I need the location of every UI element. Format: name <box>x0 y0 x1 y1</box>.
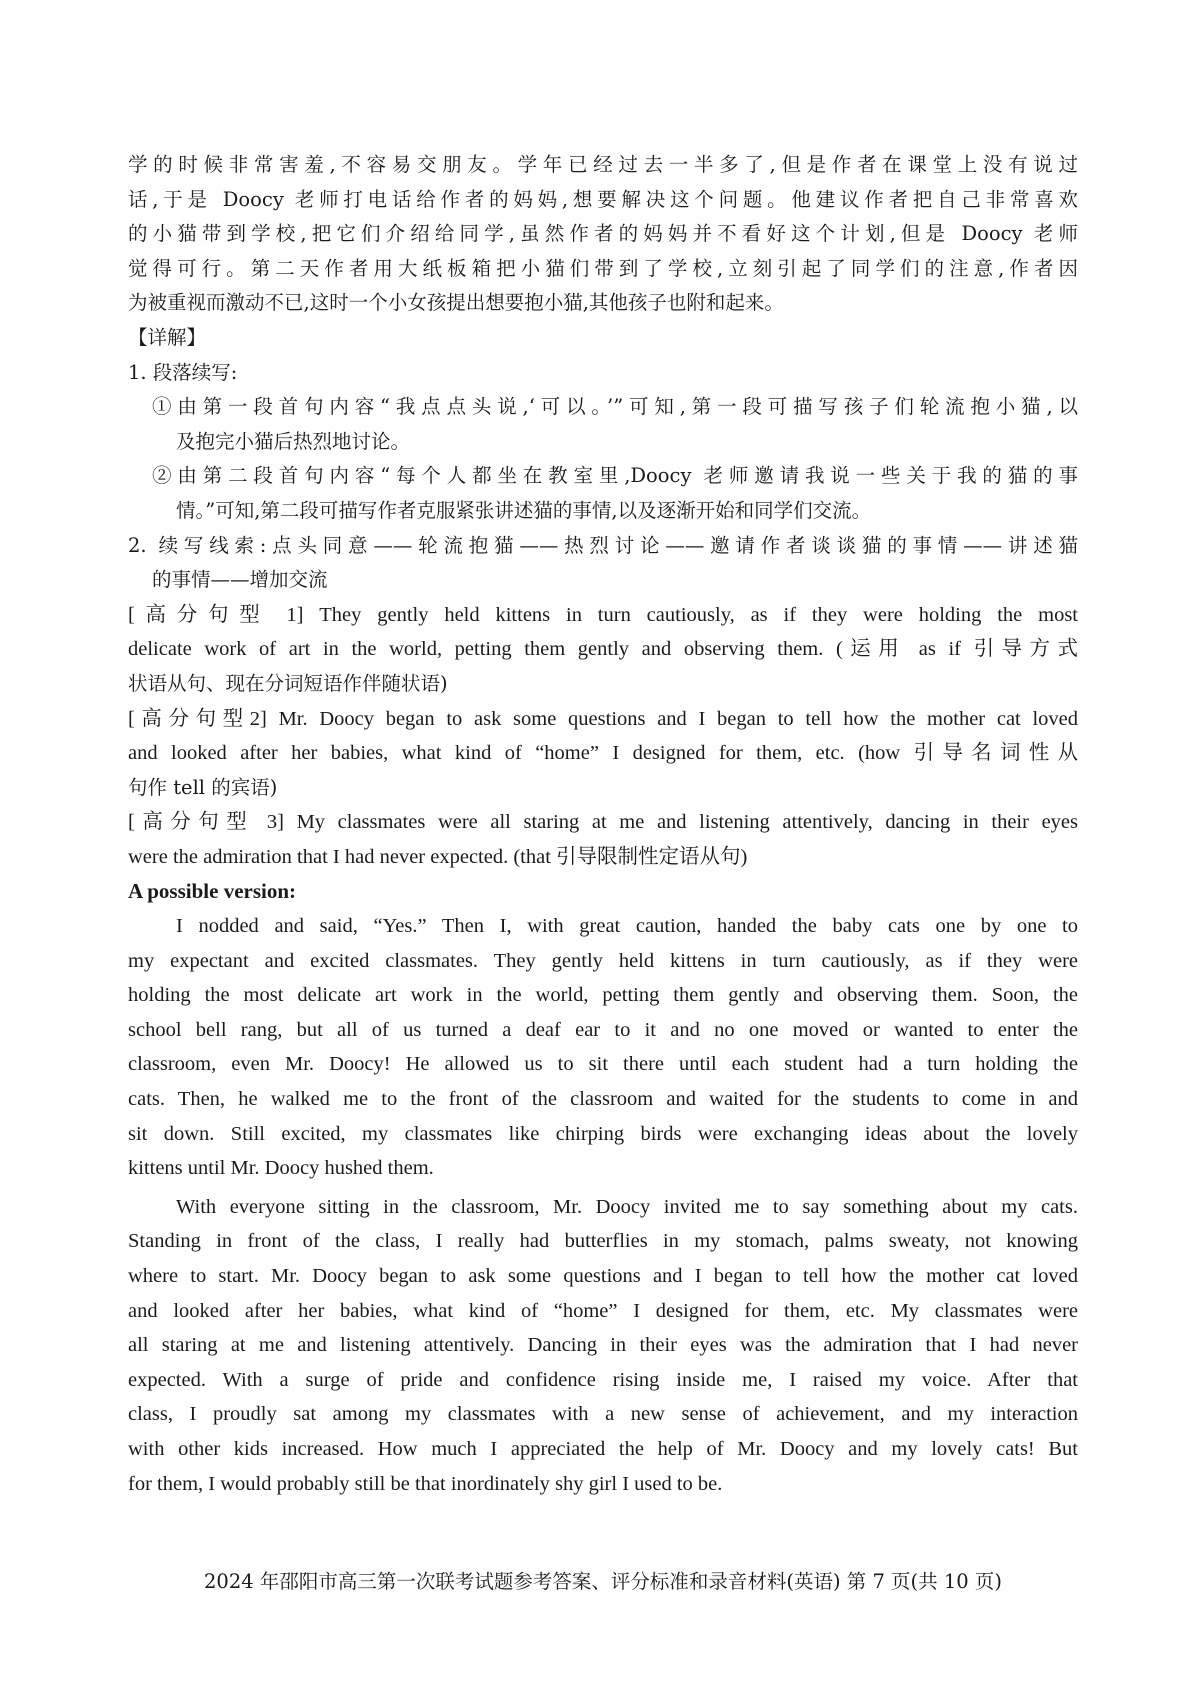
hint-line: 及抱完小猫后热烈地讨论。 <box>176 429 411 453</box>
summary-line: 的小猫带到学校,把它们介绍给同学,虽然作者的妈妈并不看好这个计划,但是 Doocy 老师 <box>128 222 1078 246</box>
version-line: I nodded and said, “Yes.” Then I, with great caution, handed the baby cats one by one to <box>176 915 1078 938</box>
version-line: sit down. Still excited, my classmates like chirping birds were exchanging ideas about the lovely <box>128 1122 1078 1145</box>
section-writing-clues <box>128 529 1078 598</box>
pattern-line: were the admiration that I had never expected. (that 引导限制性定语从句) <box>128 845 748 868</box>
version-line: expected. With a surge of pride and confidence rising inside me, I raised my voice. After that <box>128 1368 1078 1391</box>
version-line: and looked after her babies, what kind of “home” I designed for them, etc. My classmates were <box>128 1299 1078 1322</box>
pattern-line: 状语从句、现在分词短语作伴随状语) <box>128 671 448 695</box>
pattern-line: and looked after her babies, what kind of “home” I designed for them, etc. (how 引导名词性从 <box>128 742 1078 765</box>
pattern-line: 句作 tell 的宾语) <box>128 775 278 799</box>
passage-summary <box>128 148 1078 321</box>
pattern-line: [高分句型2] Mr. Doocy began to ask some questions and I began to tell how the mother cat loved <box>128 707 1078 730</box>
section-title: 1. 段落续写: <box>128 360 238 384</box>
version-line: holding the most delicate art work in the world, petting them gently and observing them. Soon, the <box>128 984 1078 1007</box>
clue-line: 2. 续写线索:点头同意——轮流抱猫——热烈讨论——邀请作者谈谈猫的事情——讲述猫 <box>128 533 1078 557</box>
version-line: Standing in front of the class, I really had butterflies in my stomach, palms sweaty, not knowing <box>128 1230 1078 1253</box>
version-line: With everyone sitting in the classroom, Mr. Doocy invited me to say something about my cats. <box>176 1195 1078 1218</box>
summary-line: 为被重视而激动不已,这时一个小女孩提出想要抱小猫,其他孩子也附和起来。 <box>128 291 784 315</box>
summary-line: 觉得可行。第二天作者用大纸板箱把小猫们带到了学校,立刻引起了同学们的注意,作者因 <box>128 256 1078 280</box>
version-paragraph-2 <box>128 1190 1078 1501</box>
version-line: all staring at me and listening attentively. Dancing in their eyes was the admiration that I had never <box>128 1334 1078 1357</box>
pattern-line: [高分句型 3] My classmates were all staring at me and listening attentively, dancing in their eyes <box>128 811 1078 834</box>
version-line: cats. Then, he walked me to the front of the classroom and waited for the students to come in and <box>128 1088 1078 1111</box>
version-line: for them, I would probably still be that inordinately shy girl I used to be. <box>128 1472 723 1495</box>
hint-line: ②由第二段首句内容“每个人都坐在教室里,Doocy 老师邀请我说一些关于我的猫的事 <box>152 464 1078 488</box>
version-line: kittens until Mr. Doocy hushed them. <box>128 1157 434 1180</box>
version-line: where to start. Mr. Doocy began to ask some questions and I began to tell how the mother cat loved <box>128 1265 1078 1287</box>
version-line: school bell rang, but all of us turned a deaf ear to it and no one moved or wanted to enter the <box>128 1018 1078 1041</box>
version-paragraph-1 <box>128 909 1078 1186</box>
version-line: classroom, even Mr. Doocy! He allowed us to sit there until each student had a turn holding the <box>128 1053 1078 1076</box>
clue-line: 的事情——增加交流 <box>152 568 328 592</box>
hint-line: ①由第一段首句内容“我点点头说,‘可以。’”可知,第一段可描写孩子们轮流抱小猫,以 <box>152 395 1078 419</box>
sentence-pattern-2 <box>128 702 1078 806</box>
version-line: class, I proudly sat among my classmates with a new sense of achievement, and my interaction <box>128 1403 1078 1426</box>
hint-line: 情。”可知,第二段可描写作者克服紧张讲述猫的事情,以及逐渐开始和同学们交流。 <box>176 498 872 522</box>
pattern-line: [高分句型 1] They gently held kittens in turn cautiously, as if they were holding the most <box>128 603 1078 626</box>
summary-line: 学的时候非常害羞,不容易交朋友。学年已经过去一半多了,但是作者在课堂上没有说过 <box>128 153 1078 176</box>
answer-page <box>128 148 1078 1501</box>
pattern-line: delicate work of art in the world, petting them gently and observing them. (运用 as if 引导方式 <box>128 638 1078 661</box>
summary-line: 话,于是 Doocy 老师打电话给作者的妈妈,想要解决这个问题。他建议作者把自己非常喜欢 <box>128 187 1078 211</box>
sentence-pattern-3 <box>128 805 1078 874</box>
section-paragraph-continuation <box>128 356 1078 529</box>
version-line: with other kids increased. How much I appreciated the help of Mr. Doocy and my lovely cats! But <box>128 1437 1078 1460</box>
version-line: my expectant and excited classmates. They gently held kittens in turn cautiously, as if they were <box>128 949 1078 972</box>
sentence-pattern-1 <box>128 598 1078 702</box>
page-footer: 2024 年邵阳市高三第一次联考试题参考答案、评分标准和录音材料(英语) 第 7 页(共 10 页) <box>204 1570 1002 1593</box>
detail-heading: 【详解】 <box>128 325 207 349</box>
version-heading: A possible version: <box>128 879 297 904</box>
